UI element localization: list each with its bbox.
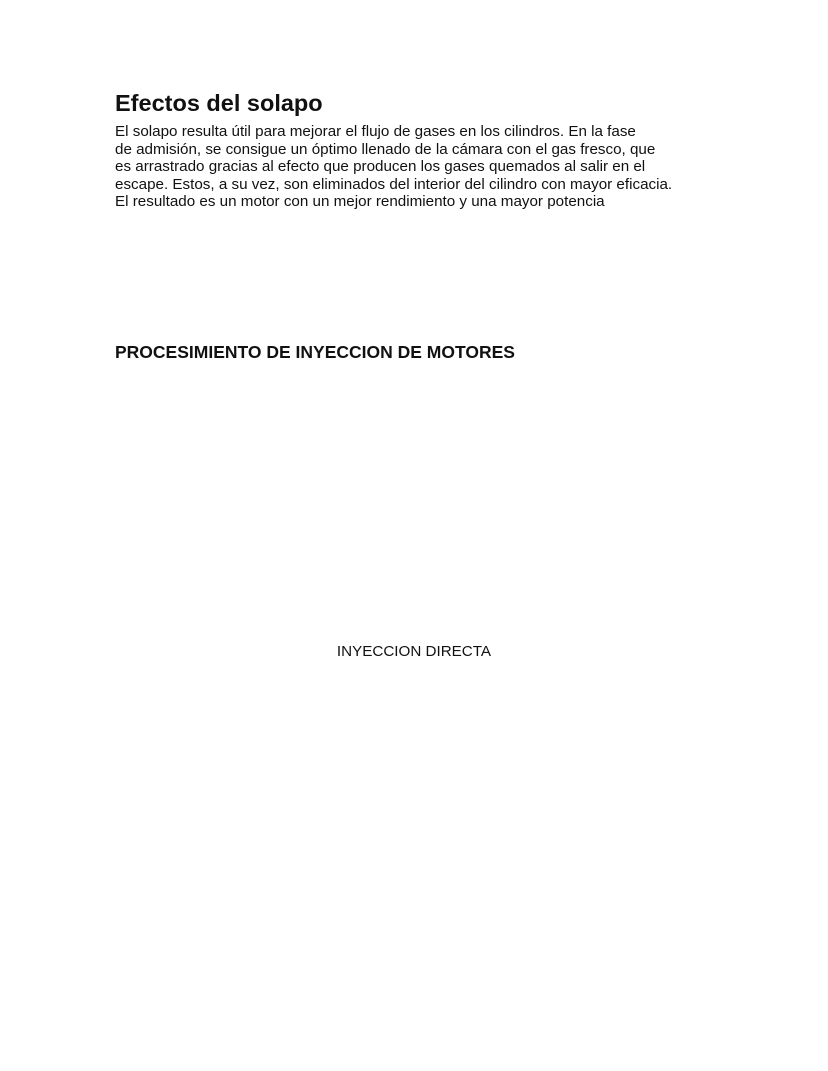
section-title: Efectos del solapo bbox=[115, 90, 323, 116]
paragraph-line: El resultado es un motor con un mejor rendimiento y una mayor potencia bbox=[115, 193, 605, 211]
paragraph-line: de admisión, se consigue un óptimo llenado de la cámara con el gas fresco, que bbox=[115, 140, 656, 158]
paragraph-line: es arrastrado gracias al efecto que producen los gases quemados al salir en el bbox=[115, 158, 646, 176]
paragraph-line: El solapo resulta útil para mejorar el flujo de gases en los cilindros. En la fase bbox=[115, 123, 636, 140]
centered-caption: INYECCION DIRECTA bbox=[336, 643, 492, 660]
paragraph-line: escape. Estos, a su vez, son eliminados del interior del cilindro con mayor eficacia. bbox=[115, 175, 673, 193]
subsection-title: PROCESIMIENTO DE INYECCION DE MOTORES bbox=[115, 342, 515, 362]
body-paragraph bbox=[115, 123, 725, 211]
